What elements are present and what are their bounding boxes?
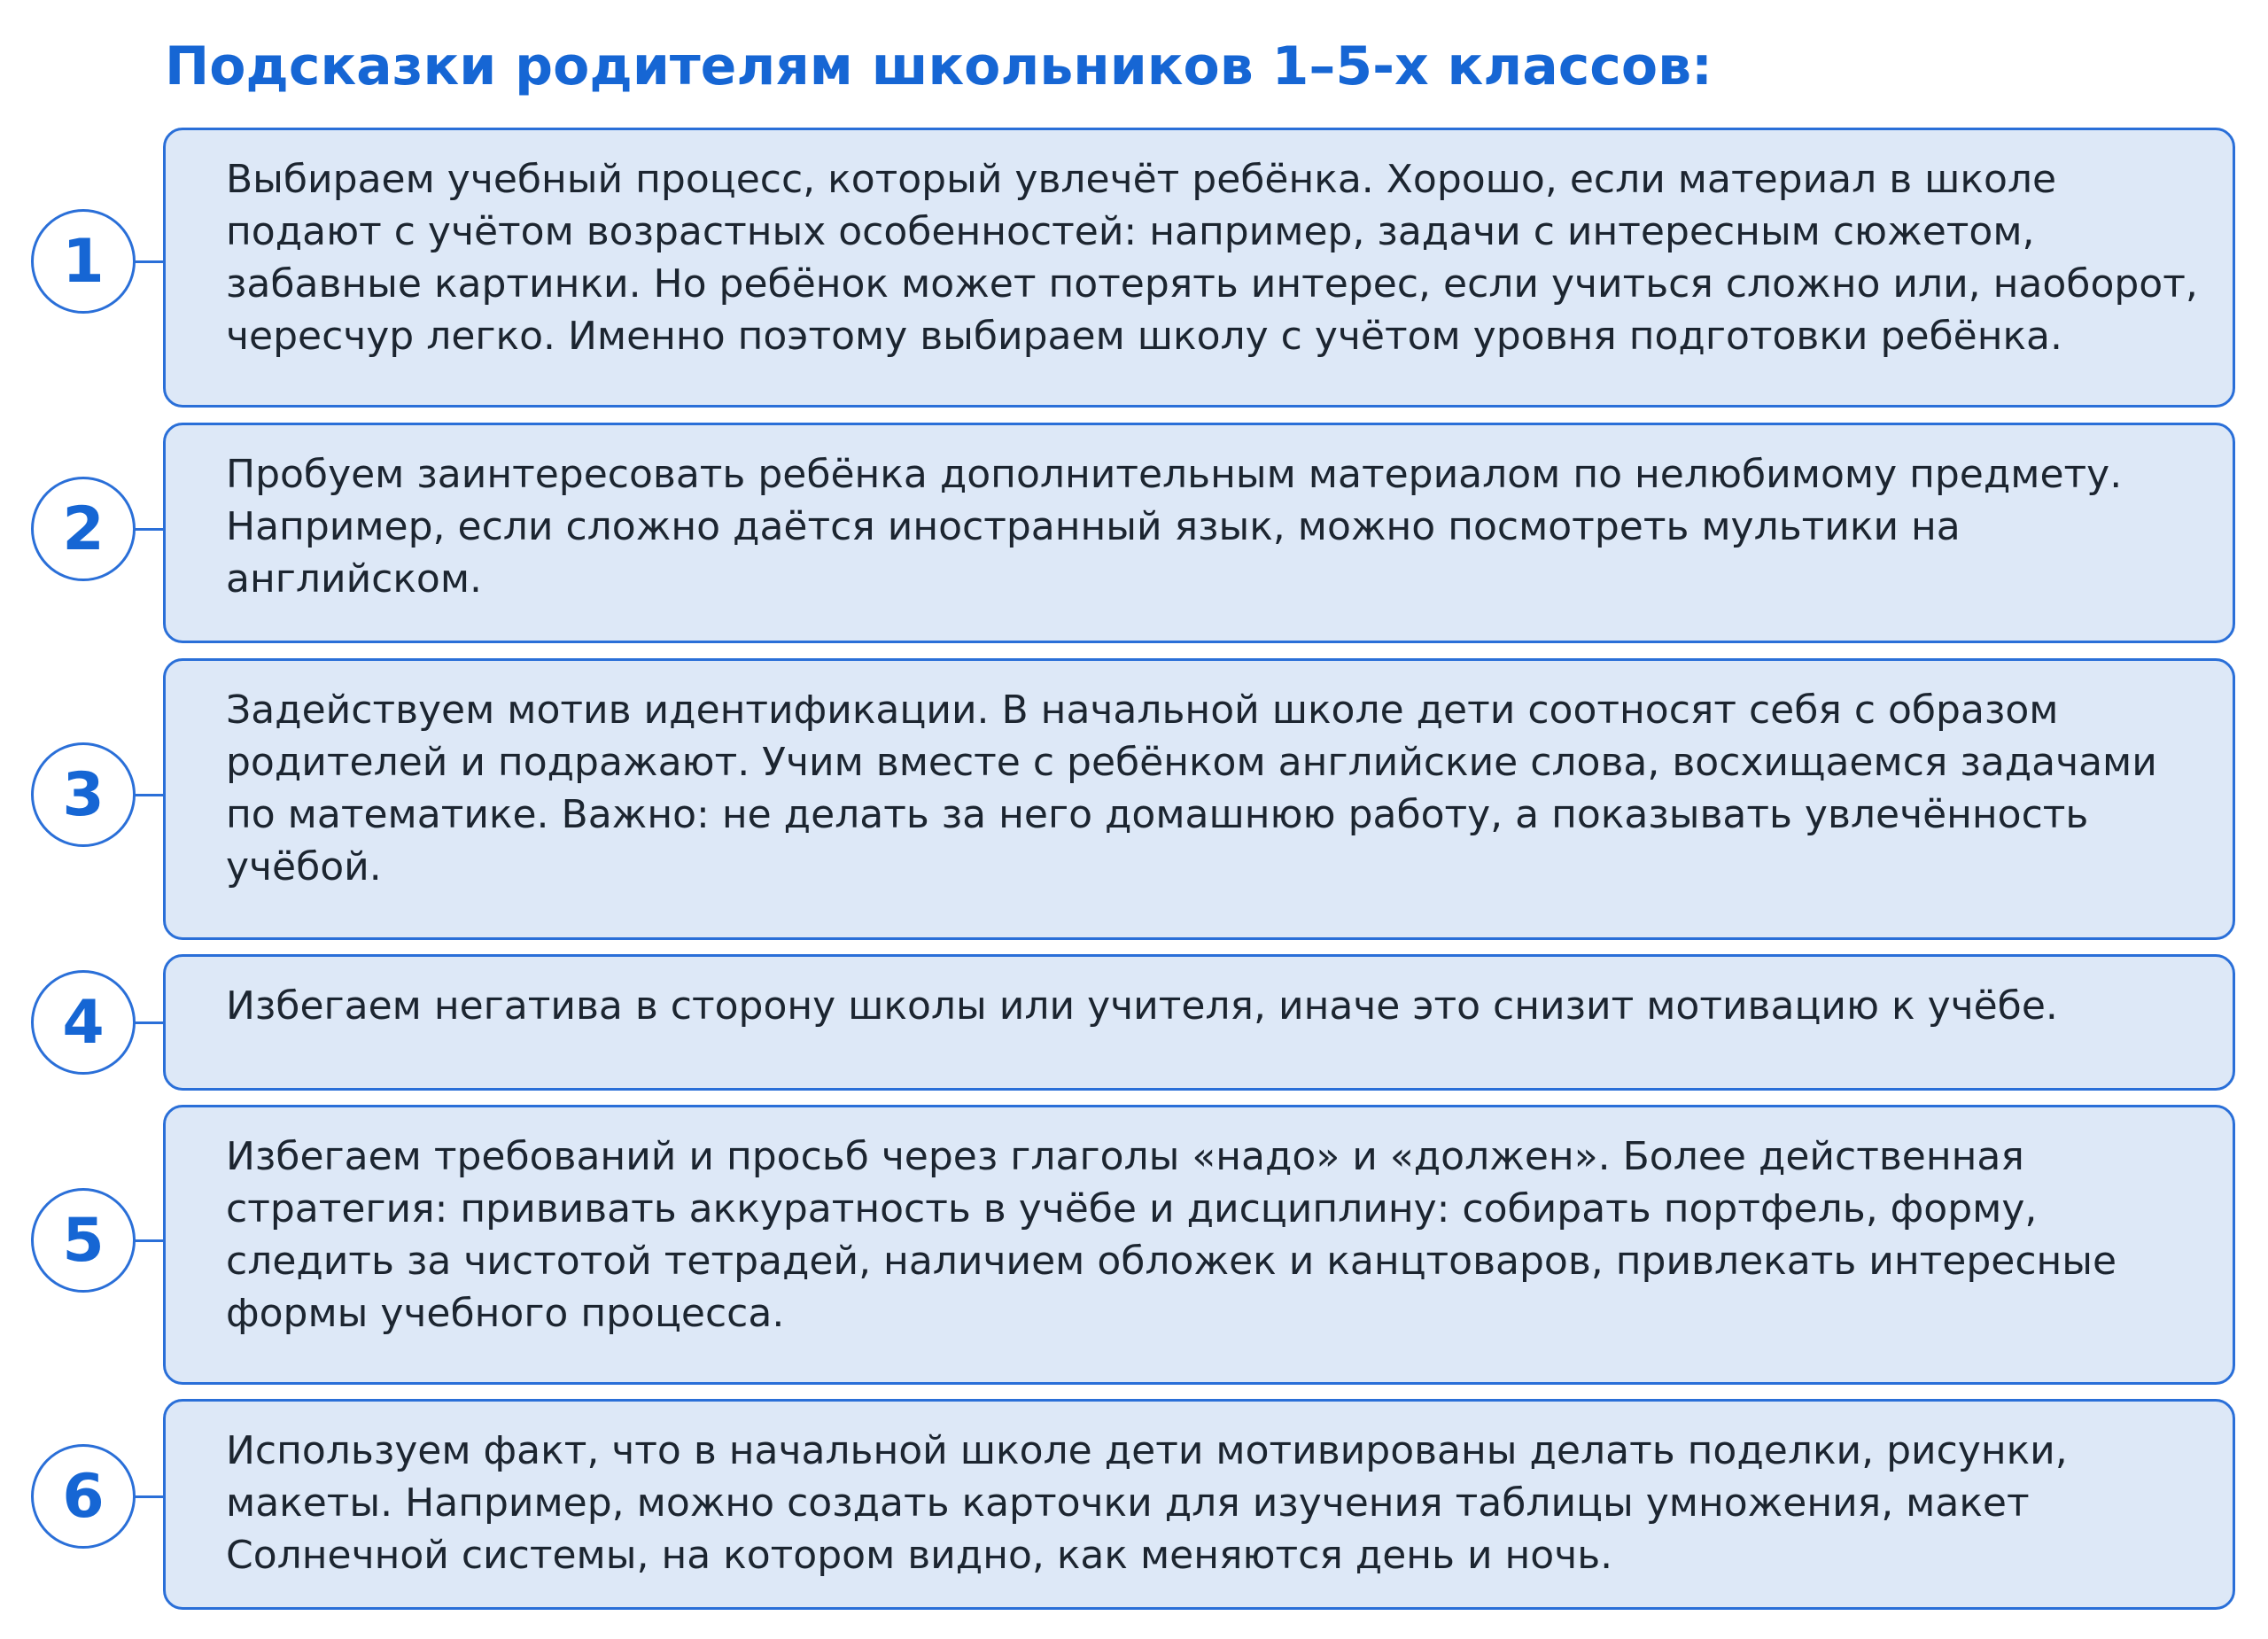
tip-3 — [0, 658, 2268, 940]
tip-number-badge: 1 — [31, 209, 136, 314]
tip-card — [163, 1399, 2235, 1610]
tip-text: Избегаем требований и просьб через глаголы «надо» и «должен». Более действенная стратегия: прививать аккуратность в учёбе и дисциплину: собирать портфель, форму, следить за чистотой тетрадей, наличием обложек и канцтоваров, привлекать интересные формы учебного процесса. — [226, 1134, 2117, 1336]
tip-number-badge: 4 — [31, 970, 136, 1075]
tip-1 — [0, 128, 2268, 408]
tip-5 — [0, 1105, 2268, 1385]
tip-card — [163, 1105, 2235, 1385]
tip-text: Пробуем заинтересовать ребёнка дополнительным материалом по нелюбимому предмету. Например, если сложно даётся иностранный язык, можно посмотреть мультики на английском. — [226, 452, 2123, 602]
page-title: Подсказки родителям школьников 1–5-х классов: — [165, 35, 1713, 97]
tip-number-badge: 2 — [31, 477, 136, 581]
tip-number-badge: 5 — [31, 1188, 136, 1293]
tip-6 — [0, 1399, 2268, 1610]
tip-number-badge: 6 — [31, 1444, 136, 1549]
tip-text: Выбираем учебный процесс, который увлечёт ребёнка. Хорошо, если материал в школе подают с учётом возрастных особенностей: например, задачи с интересным сюжетом, забавные картинки. Но ребёнок может потерять интерес, если учиться сложно или, наоборот, чересчур легко. Именно поэтому выбираем школу с учётом уровня подготовки ребёнка. — [226, 157, 2198, 359]
tip-card — [163, 128, 2235, 408]
tip-2 — [0, 423, 2268, 643]
tip-card — [163, 658, 2235, 940]
tip-text: Используем факт, что в начальной школе дети мотивированы делать поделки, рисунки, макеты. Например, можно создать карточки для изучения таблицы умножения, макет Солнечной системы, на котором видно, как меняются день и ночь. — [226, 1428, 2068, 1578]
tip-card — [163, 423, 2235, 643]
tip-text: Избегаем негатива в сторону школы или учителя, иначе это снизит мотивацию к учёбе. — [226, 983, 2058, 1029]
tip-text: Задействуем мотив идентификации. В начальной школе дети соотносят себя с образом родителей и подражают. Учим вместе с ребёнком английские слова, восхищаемся задачами по математике. Важно: не делать за него домашнюю работу, а показывать увлечённость учёбой. — [226, 687, 2157, 889]
tip-card — [163, 954, 2235, 1091]
tip-number-badge: 3 — [31, 742, 136, 847]
tip-4 — [0, 954, 2268, 1091]
